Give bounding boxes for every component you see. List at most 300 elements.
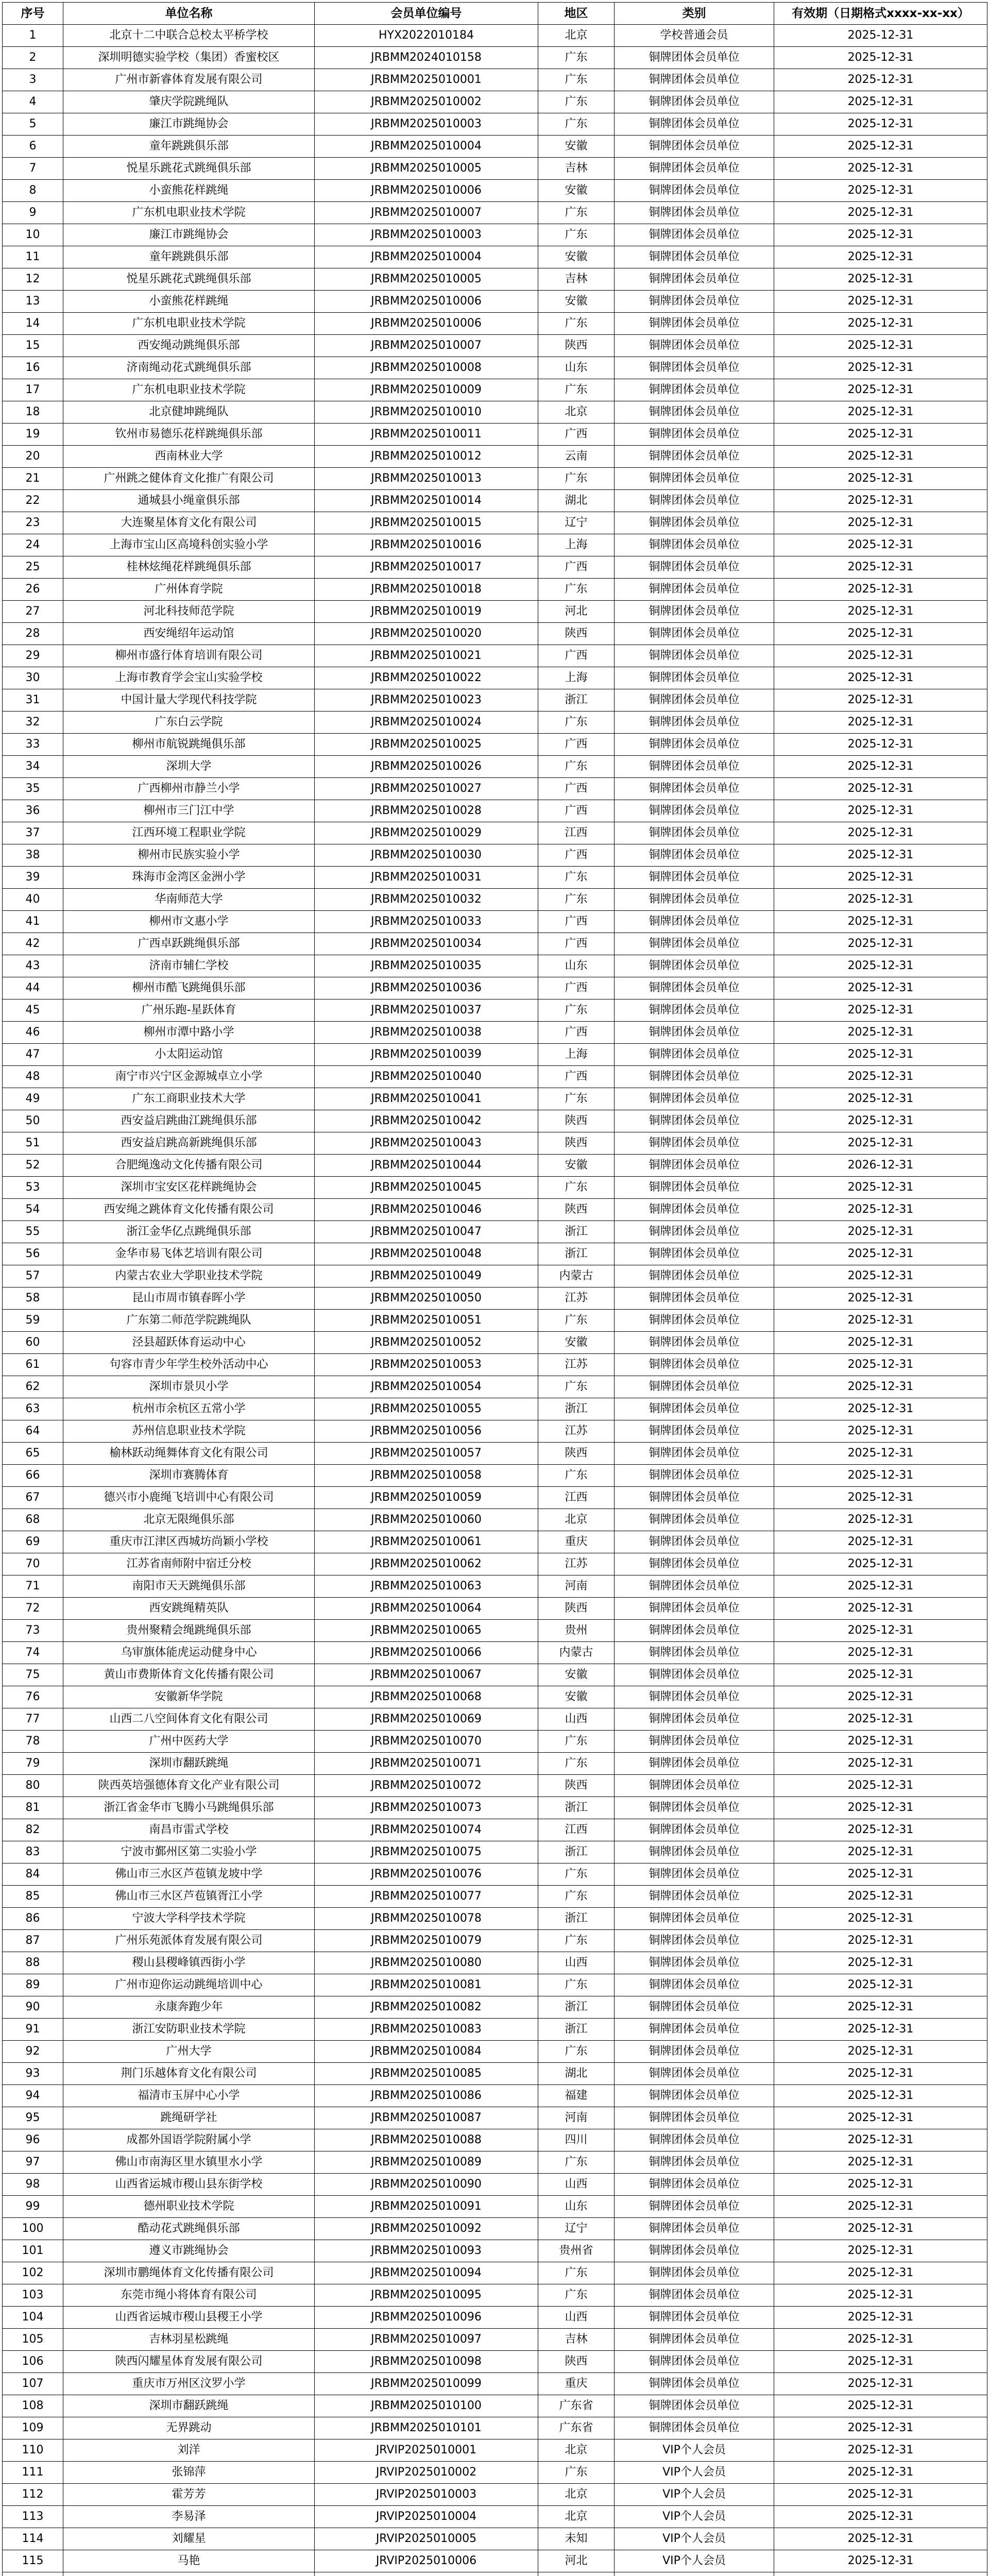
unit-name-cell: 贵州聚精会绳跳绳俱乐部 bbox=[63, 1620, 315, 1642]
validity-date-cell: 2025-12-31 bbox=[774, 911, 987, 933]
validity-date-cell: 2025-12-31 bbox=[774, 2351, 987, 2373]
unit-name-cell: 小太阳运动馆 bbox=[63, 1044, 315, 1066]
row-index-cell: 38 bbox=[3, 844, 63, 867]
table-row bbox=[3, 1066, 987, 1088]
unit-name-cell: 广州跳之健体育文化推广有限公司 bbox=[63, 468, 315, 490]
member-code-cell: JRBMM2025010021 bbox=[315, 645, 538, 667]
category-cell: 铜牌团体会员单位 bbox=[615, 1287, 774, 1310]
unit-name-cell: 西安益启跳高新跳绳俱乐部 bbox=[63, 1132, 315, 1155]
row-index-cell: 80 bbox=[3, 1775, 63, 1797]
row-index-cell: 4 bbox=[3, 91, 63, 113]
validity-date-cell: 2025-12-31 bbox=[774, 2395, 987, 2417]
region-cell: 陕西 bbox=[538, 1199, 615, 1221]
unit-name-cell: 吉林羽星松跳绳 bbox=[63, 2329, 315, 2351]
validity-date-cell: 2025-12-31 bbox=[774, 1620, 987, 1642]
region-cell: 广东 bbox=[538, 579, 615, 601]
category-cell: VIP个人会员 bbox=[615, 2550, 774, 2572]
category-cell: 铜牌团体会员单位 bbox=[615, 1952, 774, 1974]
region-cell: 河南 bbox=[538, 1575, 615, 1598]
category-cell: 铜牌团体会员单位 bbox=[615, 291, 774, 313]
table-row bbox=[3, 1088, 987, 1110]
row-index-cell: 75 bbox=[3, 1664, 63, 1686]
row-index-cell: 65 bbox=[3, 1443, 63, 1465]
validity-date-cell: 2025-12-31 bbox=[774, 69, 987, 91]
category-cell: 铜牌团体会员单位 bbox=[615, 1841, 774, 1863]
region-cell: 北京 bbox=[538, 1509, 615, 1531]
category-cell bbox=[615, 2572, 774, 2576]
row-index-cell: 47 bbox=[3, 1044, 63, 1066]
unit-name-cell: 柳州市文惠小学 bbox=[63, 911, 315, 933]
table-row bbox=[3, 2417, 987, 2439]
row-index-cell: 23 bbox=[3, 512, 63, 534]
category-cell: 铜牌团体会员单位 bbox=[615, 401, 774, 423]
table-row bbox=[3, 1952, 987, 1974]
table-row bbox=[3, 579, 987, 601]
region-cell: 浙江 bbox=[538, 689, 615, 711]
category-cell: 铜牌团体会员单位 bbox=[615, 601, 774, 623]
row-index-cell: 113 bbox=[3, 2506, 63, 2528]
row-index-cell: 16 bbox=[3, 357, 63, 379]
member-code-cell: JRBMM2025010016 bbox=[315, 534, 538, 556]
category-cell: 铜牌团体会员单位 bbox=[615, 2196, 774, 2218]
region-cell: 吉林 bbox=[538, 2329, 615, 2351]
unit-name-cell: 内蒙古农业大学职业技术学院 bbox=[63, 1265, 315, 1287]
validity-date-cell: 2025-12-31 bbox=[774, 800, 987, 822]
unit-name-cell: 陕西英培强德体育文化产业有限公司 bbox=[63, 1775, 315, 1797]
member-code-cell: JRBMM2025010018 bbox=[315, 579, 538, 601]
member-code-cell: JRBMM2025010056 bbox=[315, 1420, 538, 1443]
member-code-cell: JRBMM2025010058 bbox=[315, 1465, 538, 1487]
validity-date-cell: 2025-12-31 bbox=[774, 1863, 987, 1886]
row-index-cell: 91 bbox=[3, 2019, 63, 2041]
row-index-cell: 53 bbox=[3, 1177, 63, 1199]
row-index-cell bbox=[3, 2572, 63, 2576]
table-row bbox=[3, 1753, 987, 1775]
row-index-cell: 93 bbox=[3, 2063, 63, 2085]
validity-date-cell: 2025-12-31 bbox=[774, 1775, 987, 1797]
member-code-cell: JRBMM2025010007 bbox=[315, 202, 538, 224]
category-cell: 铜牌团体会员单位 bbox=[615, 2351, 774, 2373]
member-code-cell: JRBMM2025010064 bbox=[315, 1598, 538, 1620]
region-cell: 广东 bbox=[538, 711, 615, 734]
table-row bbox=[3, 1996, 987, 2019]
region-cell: 山东 bbox=[538, 357, 615, 379]
row-index-cell: 111 bbox=[3, 2462, 63, 2484]
region-cell: 江西 bbox=[538, 822, 615, 844]
member-code-cell: JRBMM2025010035 bbox=[315, 955, 538, 977]
table-row bbox=[3, 1731, 987, 1753]
table-row bbox=[3, 778, 987, 800]
category-cell: 铜牌团体会员单位 bbox=[615, 1243, 774, 1265]
region-cell: 重庆 bbox=[538, 1531, 615, 1553]
unit-name-cell: 广州体育学院 bbox=[63, 579, 315, 601]
category-cell: 铜牌团体会员单位 bbox=[615, 1022, 774, 1044]
row-index-cell: 61 bbox=[3, 1354, 63, 1376]
category-cell: 铜牌团体会员单位 bbox=[615, 1664, 774, 1686]
unit-name-cell: 陕西闪耀星体育发展有限公司 bbox=[63, 2351, 315, 2373]
table-row bbox=[3, 291, 987, 313]
table-row bbox=[3, 2041, 987, 2063]
member-code-cell: JRBMM2025010075 bbox=[315, 1841, 538, 1863]
row-index-cell: 40 bbox=[3, 889, 63, 911]
validity-date-cell: 2025-12-31 bbox=[774, 2484, 987, 2506]
table-row bbox=[3, 2329, 987, 2351]
member-code-cell: JRBMM2025010086 bbox=[315, 2085, 538, 2107]
unit-name-cell: 深圳明德实验学校（集团）香蜜校区 bbox=[63, 47, 315, 69]
member-code-cell: JRBMM2025010089 bbox=[315, 2151, 538, 2174]
category-cell: 铜牌团体会员单位 bbox=[615, 711, 774, 734]
member-code-cell: JRVIP2025010002 bbox=[315, 2462, 538, 2484]
region-cell: 广东 bbox=[538, 1886, 615, 1908]
member-code-cell: JRBMM2025010019 bbox=[315, 601, 538, 623]
member-code-cell: JRBMM2025010037 bbox=[315, 999, 538, 1022]
table-row bbox=[3, 1443, 987, 1465]
row-index-cell: 50 bbox=[3, 1110, 63, 1132]
member-code-cell: JRVIP2025010004 bbox=[315, 2506, 538, 2528]
member-code-cell: JRBMM2025010011 bbox=[315, 423, 538, 446]
unit-name-cell: 广州市新睿体育发展有限公司 bbox=[63, 69, 315, 91]
table-row bbox=[3, 1110, 987, 1132]
region-cell: 贵州 bbox=[538, 1620, 615, 1642]
table-row bbox=[3, 357, 987, 379]
header-index: 序号 bbox=[3, 3, 63, 25]
category-cell: 学校普通会员 bbox=[615, 25, 774, 47]
table-row bbox=[3, 623, 987, 645]
table-row bbox=[3, 867, 987, 889]
category-cell: 铜牌团体会员单位 bbox=[615, 1132, 774, 1155]
category-cell: 铜牌团体会员单位 bbox=[615, 423, 774, 446]
row-index-cell: 79 bbox=[3, 1753, 63, 1775]
unit-name-cell: 泾县超跃体育运动中心 bbox=[63, 1332, 315, 1354]
member-code-cell: JRBMM2025010002 bbox=[315, 91, 538, 113]
category-cell: 铜牌团体会员单位 bbox=[615, 113, 774, 135]
validity-date-cell: 2025-12-31 bbox=[774, 1376, 987, 1398]
unit-name-cell: 杭州市余杭区五常小学 bbox=[63, 1398, 315, 1420]
category-cell: 铜牌团体会员单位 bbox=[615, 1199, 774, 1221]
category-cell: 铜牌团体会员单位 bbox=[615, 1066, 774, 1088]
unit-name-cell: 广西卓跃跳绳俱乐部 bbox=[63, 933, 315, 955]
region-cell: 广西 bbox=[538, 778, 615, 800]
member-code-cell: JRBMM2025010082 bbox=[315, 1996, 538, 2019]
validity-date-cell: 2025-12-31 bbox=[774, 2439, 987, 2462]
table-row bbox=[3, 2063, 987, 2085]
category-cell: 铜牌团体会员单位 bbox=[615, 1686, 774, 1708]
validity-date-cell: 2025-12-31 bbox=[774, 1332, 987, 1354]
region-cell: 广东 bbox=[538, 867, 615, 889]
row-index-cell: 78 bbox=[3, 1731, 63, 1753]
member-code-cell: JRVIP2025010005 bbox=[315, 2528, 538, 2550]
unit-name-cell: 大连聚星体育文化有限公司 bbox=[63, 512, 315, 534]
member-code-cell: JRBMM2025010074 bbox=[315, 1819, 538, 1841]
region-cell: 广东 bbox=[538, 1376, 615, 1398]
member-code-cell: JRBMM2025010054 bbox=[315, 1376, 538, 1398]
member-code-cell: JRBMM2025010007 bbox=[315, 335, 538, 357]
member-code-cell: JRBMM2025010078 bbox=[315, 1908, 538, 1930]
member-code-cell: JRBMM2025010030 bbox=[315, 844, 538, 867]
row-index-cell: 102 bbox=[3, 2262, 63, 2284]
row-index-cell: 109 bbox=[3, 2417, 63, 2439]
member-code-cell: JRBMM2025010033 bbox=[315, 911, 538, 933]
validity-date-cell: 2025-12-31 bbox=[774, 2151, 987, 2174]
member-code-cell: JRBMM2025010060 bbox=[315, 1509, 538, 1531]
row-index-cell: 41 bbox=[3, 911, 63, 933]
category-cell: 铜牌团体会员单位 bbox=[615, 1797, 774, 1819]
category-cell: 铜牌团体会员单位 bbox=[615, 1487, 774, 1509]
table-row bbox=[3, 246, 987, 268]
region-cell: 广东 bbox=[538, 379, 615, 401]
row-index-cell: 64 bbox=[3, 1420, 63, 1443]
category-cell: 铜牌团体会员单位 bbox=[615, 955, 774, 977]
table-row bbox=[3, 113, 987, 135]
validity-date-cell: 2025-12-31 bbox=[774, 2129, 987, 2151]
table-row bbox=[3, 2395, 987, 2417]
validity-date-cell: 2025-12-31 bbox=[774, 1642, 987, 1664]
validity-date-cell: 2025-12-31 bbox=[774, 1509, 987, 1531]
table-row bbox=[3, 2462, 987, 2484]
unit-name-cell: 黄山市费斯体育文化传播有限公司 bbox=[63, 1664, 315, 1686]
member-code-cell: JRBMM2025010009 bbox=[315, 379, 538, 401]
member-code-cell: JRBMM2025010097 bbox=[315, 2329, 538, 2351]
unit-name-cell: 广州乐苑派体育发展有限公司 bbox=[63, 1930, 315, 1952]
row-index-cell: 88 bbox=[3, 1952, 63, 1974]
validity-date-cell: 2025-12-31 bbox=[774, 1598, 987, 1620]
region-cell: 北京 bbox=[538, 2439, 615, 2462]
row-index-cell: 27 bbox=[3, 601, 63, 623]
unit-name-cell: 童年跳跳俱乐部 bbox=[63, 246, 315, 268]
validity-date-cell: 2025-12-31 bbox=[774, 1044, 987, 1066]
table-row bbox=[3, 69, 987, 91]
validity-date-cell: 2025-12-31 bbox=[774, 401, 987, 423]
validity-date-cell: 2025-12-31 bbox=[774, 2417, 987, 2439]
row-index-cell: 110 bbox=[3, 2439, 63, 2462]
unit-name-cell: 柳州市潭中路小学 bbox=[63, 1022, 315, 1044]
row-index-cell: 20 bbox=[3, 446, 63, 468]
region-cell: 广东 bbox=[538, 2462, 615, 2484]
unit-name-cell: 华南师范大学 bbox=[63, 889, 315, 911]
category-cell: 铜牌团体会员单位 bbox=[615, 490, 774, 512]
category-cell: 铜牌团体会员单位 bbox=[615, 2262, 774, 2284]
table-row bbox=[3, 2528, 987, 2550]
table-row bbox=[3, 1841, 987, 1863]
row-index-cell: 60 bbox=[3, 1332, 63, 1354]
region-cell: 广东 bbox=[538, 1177, 615, 1199]
unit-name-cell: 深圳市鹏绳体育文化传播有限公司 bbox=[63, 2262, 315, 2284]
row-index-cell: 31 bbox=[3, 689, 63, 711]
table-row bbox=[3, 490, 987, 512]
member-code-cell: JRBMM2025010023 bbox=[315, 689, 538, 711]
member-code-cell: JRVIP2025010006 bbox=[315, 2550, 538, 2572]
table-row bbox=[3, 158, 987, 180]
category-cell: 铜牌团体会员单位 bbox=[615, 2085, 774, 2107]
row-index-cell: 95 bbox=[3, 2107, 63, 2129]
table-row bbox=[3, 2151, 987, 2174]
row-index-cell: 39 bbox=[3, 867, 63, 889]
row-index-cell: 66 bbox=[3, 1465, 63, 1487]
validity-date-cell: 2025-12-31 bbox=[774, 2107, 987, 2129]
region-cell: 河北 bbox=[538, 601, 615, 623]
unit-name-cell: 李易泽 bbox=[63, 2506, 315, 2528]
row-index-cell: 103 bbox=[3, 2284, 63, 2307]
validity-date-cell: 2025-12-31 bbox=[774, 1974, 987, 1996]
member-code-cell: JRBMM2025010024 bbox=[315, 711, 538, 734]
row-index-cell: 18 bbox=[3, 401, 63, 423]
table-row bbox=[3, 446, 987, 468]
region-cell: 广西 bbox=[538, 556, 615, 579]
table-row bbox=[3, 2550, 987, 2572]
row-index-cell: 96 bbox=[3, 2129, 63, 2151]
unit-name-cell bbox=[63, 2572, 315, 2576]
row-index-cell: 94 bbox=[3, 2085, 63, 2107]
row-index-cell: 33 bbox=[3, 734, 63, 756]
unit-name-cell: 肇庆学院跳绳队 bbox=[63, 91, 315, 113]
member-code-cell: JRBMM2025010094 bbox=[315, 2262, 538, 2284]
row-index-cell: 43 bbox=[3, 955, 63, 977]
table-row bbox=[3, 25, 987, 47]
validity-date-cell: 2025-12-31 bbox=[774, 2550, 987, 2572]
unit-name-cell: 南阳市天天跳绳俱乐部 bbox=[63, 1575, 315, 1598]
region-cell: 广东 bbox=[538, 2262, 615, 2284]
member-code-cell: JRBMM2025010067 bbox=[315, 1664, 538, 1686]
unit-name-cell: 南昌市雷式学校 bbox=[63, 1819, 315, 1841]
validity-date-cell: 2025-12-31 bbox=[774, 2063, 987, 2085]
row-index-cell: 89 bbox=[3, 1974, 63, 1996]
unit-name-cell: 广东第二师范学院跳绳队 bbox=[63, 1310, 315, 1332]
member-code-cell: JRBMM2025010005 bbox=[315, 268, 538, 291]
validity-date-cell: 2025-12-31 bbox=[774, 778, 987, 800]
member-code-cell: JRBMM2025010073 bbox=[315, 1797, 538, 1819]
unit-name-cell: 北京十二中联合总校太平桥学校 bbox=[63, 25, 315, 47]
validity-date-cell: 2025-12-31 bbox=[774, 1753, 987, 1775]
validity-date-cell: 2025-12-31 bbox=[774, 268, 987, 291]
table-row bbox=[3, 2085, 987, 2107]
table-row bbox=[3, 756, 987, 778]
row-index-cell: 48 bbox=[3, 1066, 63, 1088]
table-row bbox=[3, 1797, 987, 1819]
member-code-cell bbox=[315, 2572, 538, 2576]
region-cell: 上海 bbox=[538, 534, 615, 556]
row-index-cell: 74 bbox=[3, 1642, 63, 1664]
region-cell: 四川 bbox=[538, 2129, 615, 2151]
unit-name-cell: 宁波市鄞州区第二实验小学 bbox=[63, 1841, 315, 1863]
validity-date-cell: 2025-12-31 bbox=[774, 1952, 987, 1974]
region-cell: 北京 bbox=[538, 401, 615, 423]
validity-date-cell: 2025-12-31 bbox=[774, 1487, 987, 1509]
table-row bbox=[3, 2506, 987, 2528]
table-row bbox=[3, 2107, 987, 2129]
unit-name-cell: 广东机电职业技术学院 bbox=[63, 202, 315, 224]
table-row bbox=[3, 800, 987, 822]
region-cell: 广西 bbox=[538, 1066, 615, 1088]
table-row bbox=[3, 1354, 987, 1376]
table-row bbox=[3, 2262, 987, 2284]
member-code-cell: JRBMM2025010043 bbox=[315, 1132, 538, 1155]
row-index-cell: 87 bbox=[3, 1930, 63, 1952]
validity-date-cell: 2025-12-31 bbox=[774, 2329, 987, 2351]
row-index-cell: 56 bbox=[3, 1243, 63, 1265]
member-code-cell: JRBMM2025010098 bbox=[315, 2351, 538, 2373]
validity-date-cell: 2025-12-31 bbox=[774, 2240, 987, 2262]
region-cell: 山西 bbox=[538, 1708, 615, 1731]
table-row bbox=[3, 1221, 987, 1243]
validity-date-cell: 2025-12-31 bbox=[774, 2041, 987, 2063]
member-code-cell: JRBMM2025010028 bbox=[315, 800, 538, 822]
validity-date-cell: 2025-12-31 bbox=[774, 556, 987, 579]
member-code-cell: JRBMM2025010029 bbox=[315, 822, 538, 844]
validity-date-cell: 2025-12-31 bbox=[774, 933, 987, 955]
unit-name-cell: 广东机电职业技术学院 bbox=[63, 379, 315, 401]
validity-date-cell: 2025-12-31 bbox=[774, 379, 987, 401]
region-cell: 山西 bbox=[538, 2307, 615, 2329]
unit-name-cell: 遵义市跳绳协会 bbox=[63, 2240, 315, 2262]
table-row bbox=[3, 556, 987, 579]
table-row bbox=[3, 645, 987, 667]
validity-date-cell: 2025-12-31 bbox=[774, 1177, 987, 1199]
row-index-cell: 9 bbox=[3, 202, 63, 224]
region-cell: 浙江 bbox=[538, 1797, 615, 1819]
row-index-cell: 90 bbox=[3, 1996, 63, 2019]
table-row bbox=[3, 468, 987, 490]
member-code-cell: JRBMM2025010003 bbox=[315, 224, 538, 246]
row-index-cell: 15 bbox=[3, 335, 63, 357]
category-cell: 铜牌团体会员单位 bbox=[615, 933, 774, 955]
region-cell: 广东 bbox=[538, 224, 615, 246]
table-row bbox=[3, 180, 987, 202]
category-cell: 铜牌团体会员单位 bbox=[615, 1886, 774, 1908]
validity-date-cell: 2025-12-31 bbox=[774, 2284, 987, 2307]
region-cell: 云南 bbox=[538, 446, 615, 468]
category-cell: 铜牌团体会员单位 bbox=[615, 822, 774, 844]
region-cell: 安徽 bbox=[538, 1664, 615, 1686]
member-code-cell: JRBMM2025010025 bbox=[315, 734, 538, 756]
row-index-cell: 45 bbox=[3, 999, 63, 1022]
region-cell: 广东 bbox=[538, 113, 615, 135]
unit-name-cell: 昆山市周市镇春晖小学 bbox=[63, 1287, 315, 1310]
member-code-cell: JRBMM2025010055 bbox=[315, 1398, 538, 1420]
validity-date-cell: 2025-12-31 bbox=[774, 579, 987, 601]
category-cell: 铜牌团体会员单位 bbox=[615, 2041, 774, 2063]
table-row bbox=[3, 379, 987, 401]
row-index-cell: 105 bbox=[3, 2329, 63, 2351]
category-cell: 铜牌团体会员单位 bbox=[615, 202, 774, 224]
row-index-cell: 108 bbox=[3, 2395, 63, 2417]
row-index-cell: 17 bbox=[3, 379, 63, 401]
row-index-cell: 24 bbox=[3, 534, 63, 556]
category-cell: 铜牌团体会员单位 bbox=[615, 512, 774, 534]
unit-name-cell: 深圳市赛腾体育 bbox=[63, 1465, 315, 1487]
header-region: 地区 bbox=[538, 3, 615, 25]
unit-name-cell: 西安跳绳精英队 bbox=[63, 1598, 315, 1620]
region-cell: 内蒙古 bbox=[538, 1642, 615, 1664]
header-member-code: 会员单位编号 bbox=[315, 3, 538, 25]
header-validity: 有效期（日期格式xxxx-xx-xx） bbox=[774, 3, 987, 25]
row-index-cell: 19 bbox=[3, 423, 63, 446]
member-code-cell: JRBMM2025010068 bbox=[315, 1686, 538, 1708]
unit-name-cell: 山西省运城市稷山县东街学校 bbox=[63, 2174, 315, 2196]
category-cell: 铜牌团体会员单位 bbox=[615, 180, 774, 202]
category-cell: 铜牌团体会员单位 bbox=[615, 1620, 774, 1642]
unit-name-cell: 北京无限绳俱乐部 bbox=[63, 1509, 315, 1531]
region-cell: 河南 bbox=[538, 2107, 615, 2129]
table-row bbox=[3, 955, 987, 977]
region-cell: 内蒙古 bbox=[538, 1265, 615, 1287]
category-cell: 铜牌团体会员单位 bbox=[615, 667, 774, 689]
member-code-cell: JRVIP2025010001 bbox=[315, 2439, 538, 2462]
validity-date-cell bbox=[774, 2572, 987, 2576]
category-cell: 铜牌团体会员单位 bbox=[615, 1731, 774, 1753]
unit-name-cell: 句容市青少年学生校外活动中心 bbox=[63, 1354, 315, 1376]
validity-date-cell: 2025-12-31 bbox=[774, 1110, 987, 1132]
validity-date-cell: 2025-12-31 bbox=[774, 1908, 987, 1930]
